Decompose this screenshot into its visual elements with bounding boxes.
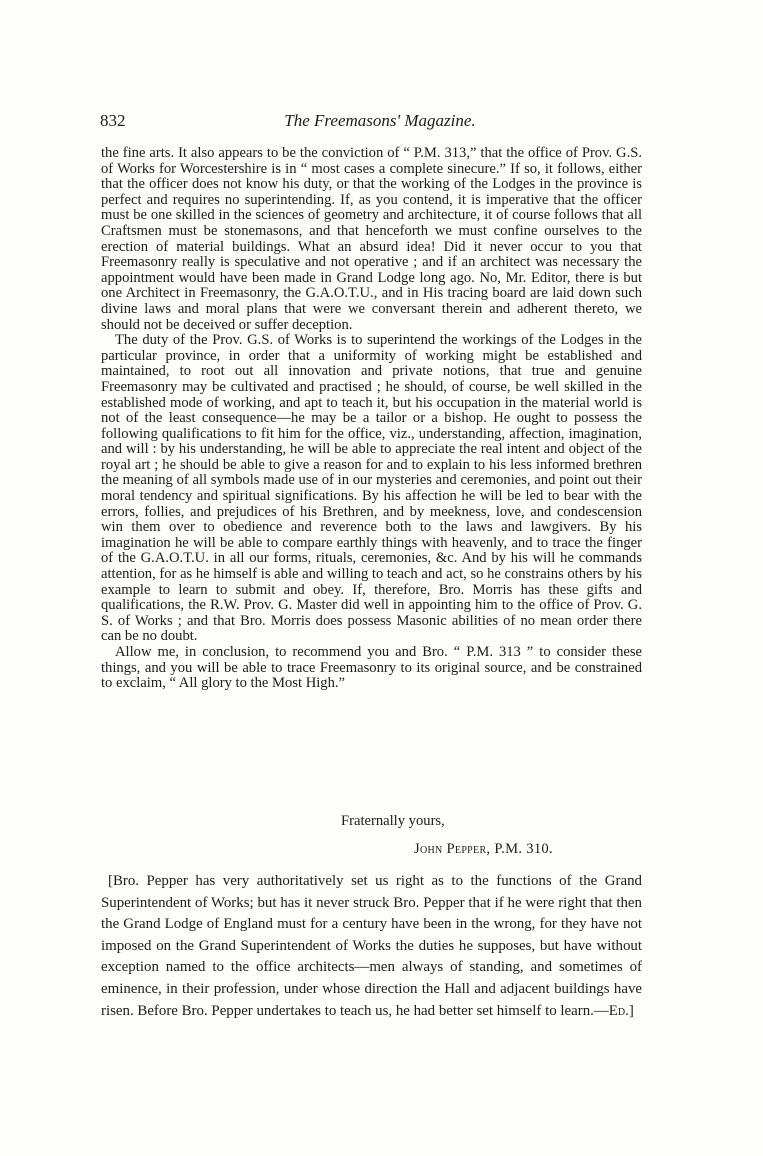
editor-note [101,871,642,1022]
letter-signature [414,841,553,858]
page-header [100,111,660,135]
signature-title: , P.M. 310. [486,841,553,857]
letter-closing: Fraternally yours, [341,813,445,829]
running-title: The Freemasons' Magazine. [284,111,476,130]
signature-name: John Pepper [414,841,487,857]
letter-paragraph-1: the fine arts. It also appears to be the conviction of “ P.M. 313,” that the office of Prov. G.S. of Works for Worcestershire is in “ most cases a complete sinecure.” If so, it follows, either that the officer does not know his duty, or that the working of the Lodges in the province is perfect and requires no superintending. If, as you contend, it is imperative that the officer must be one skilled in the sciences of geometry and architecture, it of course follows that all Craftsmen must be stonemasons, and that henceforth we must confine ourselves to the erection of material buildings. What an absurd idea! Did it never occur to you that Freemasonry really is speculative and not operative ; and if an architect was necessary the appointment would have been made in Grand Lodge long ago. No, Mr. Editor, there is but one Architect in Freemasonry, the G.A.O.T.U., and in His tracing board are laid down such divine laws and moral plans that were we conversant therein and adherent thereto, we should not be deceived or suffer deception. [101,145,642,333]
letter-body [101,146,642,692]
page-number: 832 [100,111,126,130]
letter-paragraph-3: Allow me, in conclusion, to recommend you and Bro. “ P.M. 313 ” to consider these things, and you will be able to trace Freemasonry to its original source, and be constrained to exclaim, “ All glory to the Most High.” [101,644,642,692]
editor-note-paragraph [101,871,642,1022]
editor-close-bracket: ] [628,1002,634,1019]
editor-signoff: Ed. [608,1002,629,1019]
editor-note-text: [Bro. Pepper has very authoritatively set us right as to the functions of the Grand Superintendent of Works; but has it never struck Bro. Pepper that if he were right that then the Grand Lodge of England must for a century have been in the wrong, for they have not imposed on the Grand Superintendent of Works the duties he supposes, but have without exception named to the office architects—men always of standing, and sometimes of eminence, in their profession, under whose direction the Hall and adjacent buildings have risen. Before Bro. Pepper undertakes to teach us, he had better set himself to learn.— [101,873,642,1019]
letter-paragraph-2: The duty of the Prov. G.S. of Works is to superintend the workings of the Lodges in the particular province, in order that a uniformity of working might be established and maintained, to root out all innovation and private notions, that true and genuine Freemasonry may be cultivated and practised ; he should, of course, be well skilled in the established mode of working, and apt to teach it, but his occupation in the material world is not of the least consequence—he may be a tailor or a bishop. He ought to possess the following qualifications to fit him for the office, viz., understanding, affection, imagination, and will : by his understanding, he will be able to appreciate the real intent and object of the royal art ; he should be able to give a reason for and to explain to his less informed brethren the meaning of all symbols made use of in our mysteries and ceremonies, and point out their moral tendency and spiritual significations. By his affection he will be led to bear with the errors, follies, and prejudices of his Brethren, and by meekness, love, and condescension win them over to obedience and reverence both to the laws and lawgivers. By his imagination he will be able to compare earthly things with heavenly, and to trace the finger of the G.A.O.T.U. in all our forms, rituals, ceremonies, &c. And by his will he commands attention, for as he himself is able and willing to teach and act, so he constrains others by his example to learn to submit and obey. If, therefore, Bro. Morris has these gifts and qualifications, the R.W. Prov. G. Master did well in appointing him to the office of Prov. G. S. of Works ; and that Bro. Morris does possess Masonic abilities of no mean order there can be no doubt. [101,332,642,645]
